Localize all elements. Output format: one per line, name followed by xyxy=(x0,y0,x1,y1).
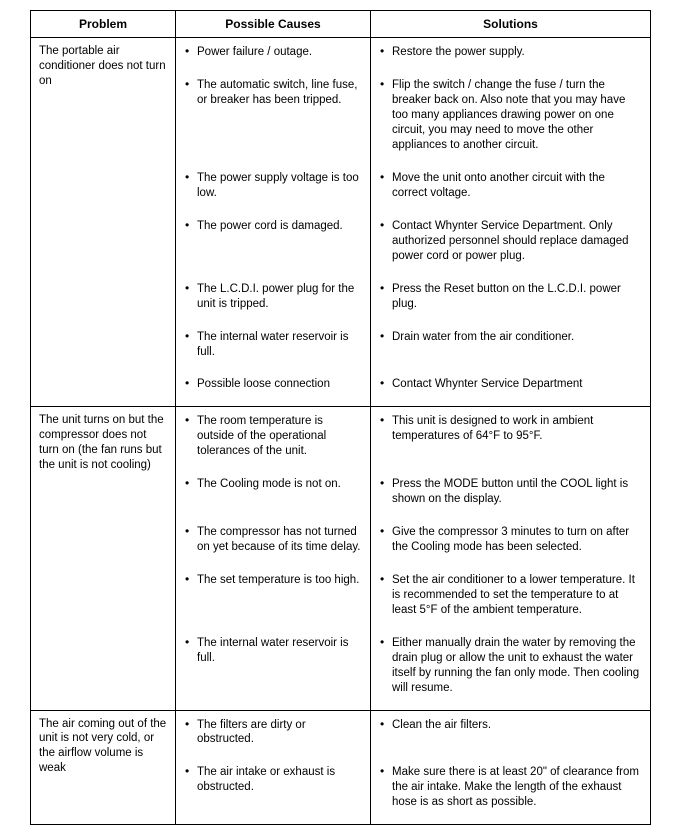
solution-cell xyxy=(371,326,650,374)
solution-cell xyxy=(371,407,650,473)
cause-item: • The power supply voltage is too low. xyxy=(184,171,362,201)
solution-cell xyxy=(371,569,650,632)
cause-item: • The automatic switch, line fuse, or breaker has been tripped. xyxy=(184,78,362,108)
causes-solutions-column xyxy=(176,38,650,406)
causes-solutions-column xyxy=(176,711,650,825)
cause-cell xyxy=(176,632,371,710)
cause-cell xyxy=(176,167,371,215)
table-header-row xyxy=(31,11,650,37)
solution-item: • Make sure there is at least 20" of clearance from the air intake. Make the length of the exhaust hose is as short as possible. xyxy=(379,765,640,810)
solution-item: • Contact Whynter Service Department. Only authorized personnel should replace damaged power cord or power plug. xyxy=(379,219,640,264)
cause-solution-pair xyxy=(176,326,650,374)
solution-item: • This unit is designed to work in ambient temperatures of 64°F to 95°F. xyxy=(379,414,640,444)
cause-cell xyxy=(176,521,371,569)
cause-cell xyxy=(176,215,371,278)
cause-item: • The internal water reservoir is full. xyxy=(184,330,362,360)
cause-cell xyxy=(176,278,371,326)
solution-item: • Either manually drain the water by removing the drain plug or allow the unit to exhaust the water itself by running the fan only mode. Then cooling will resume. xyxy=(379,636,640,696)
header-causes: Possible Causes xyxy=(176,11,371,37)
solution-cell xyxy=(371,761,650,824)
solution-cell xyxy=(371,521,650,569)
cause-cell xyxy=(176,473,371,521)
cause-item: • The internal water reservoir is full. xyxy=(184,636,362,666)
table-row-air-not-cold xyxy=(31,710,650,825)
cause-item: • Possible loose connection xyxy=(184,377,362,392)
cause-cell xyxy=(176,761,371,824)
cause-item: • The set temperature is too high. xyxy=(184,573,362,588)
cause-solution-pair xyxy=(176,407,650,473)
problem-cell: The portable air conditioner does not turn on xyxy=(31,38,176,406)
solution-cell xyxy=(371,711,650,762)
cause-cell xyxy=(176,74,371,167)
solution-cell xyxy=(371,632,650,710)
solution-cell xyxy=(371,373,650,406)
cause-cell xyxy=(176,711,371,762)
solution-cell xyxy=(371,74,650,167)
cause-item: • Power failure / outage. xyxy=(184,45,362,60)
troubleshooting-table xyxy=(30,10,651,825)
cause-solution-pair xyxy=(176,167,650,215)
solution-item: • Flip the switch / change the fuse / turn the breaker back on. Also note that you may have too many appliances drawing power on one circuit, you may need to move the other appliances to another circuit. xyxy=(379,78,640,153)
cause-item: • The L.C.D.I. power plug for the unit is tripped. xyxy=(184,282,362,312)
solution-item: • Set the air conditioner to a lower temperature. It is recommended to set the temperature to at least 5°F of the ambient temperature. xyxy=(379,573,640,618)
header-solutions: Solutions xyxy=(483,17,538,31)
header-problem: Problem xyxy=(31,11,176,37)
cause-item: • The air intake or exhaust is obstructed. xyxy=(184,765,362,795)
cause-item: • The Cooling mode is not on. xyxy=(184,477,362,492)
cause-solution-pair xyxy=(176,632,650,710)
solution-item: • Move the unit onto another circuit with the correct voltage. xyxy=(379,171,640,201)
cause-solution-pair xyxy=(176,761,650,824)
cause-solution-pair xyxy=(176,711,650,762)
cause-solution-pair xyxy=(176,215,650,278)
solution-item: • Contact Whynter Service Department xyxy=(379,377,640,392)
solution-item: • Press the MODE button until the COOL light is shown on the display. xyxy=(379,477,640,507)
cause-solution-pair xyxy=(176,38,650,74)
cause-cell xyxy=(176,38,371,74)
solution-item: • Give the compressor 3 minutes to turn on after the Cooling mode has been selected. xyxy=(379,525,640,555)
causes-solutions-column xyxy=(176,407,650,709)
table-row-unit-does-not-turn-on xyxy=(31,37,650,406)
cause-item: • The power cord is damaged. xyxy=(184,219,362,234)
solution-item: • Drain water from the air conditioner. xyxy=(379,330,640,345)
cause-item: • The room temperature is outside of the operational tolerances of the unit. xyxy=(184,414,362,459)
cause-cell xyxy=(176,569,371,632)
cause-solution-pair xyxy=(176,373,650,406)
cause-item: • The filters are dirty or obstructed. xyxy=(184,718,362,748)
solution-cell xyxy=(371,215,650,278)
problem-cell: The unit turns on but the compressor does not turn on (the fan runs but the unit is not cooling) xyxy=(31,407,176,709)
solution-cell xyxy=(371,38,650,74)
solution-item: • Clean the air filters. xyxy=(379,718,640,733)
cause-cell xyxy=(176,407,371,473)
table-row-compressor-does-not-turn-on xyxy=(31,406,650,709)
cause-solution-pair xyxy=(176,74,650,167)
solution-cell xyxy=(371,473,650,521)
cause-cell xyxy=(176,373,371,406)
cause-solution-pair xyxy=(176,473,650,521)
cause-solution-pair xyxy=(176,521,650,569)
cause-item: • The compressor has not turned on yet because of its time delay. xyxy=(184,525,362,555)
solution-cell xyxy=(371,278,650,326)
solution-item: • Press the Reset button on the L.C.D.I. power plug. xyxy=(379,282,640,312)
cause-solution-pair xyxy=(176,278,650,326)
solution-cell xyxy=(371,167,650,215)
cause-solution-pair xyxy=(176,569,650,632)
solution-item: • Restore the power supply. xyxy=(379,45,640,60)
problem-cell: The air coming out of the unit is not very cold, or the airflow volume is weak xyxy=(31,711,176,825)
cause-cell xyxy=(176,326,371,374)
